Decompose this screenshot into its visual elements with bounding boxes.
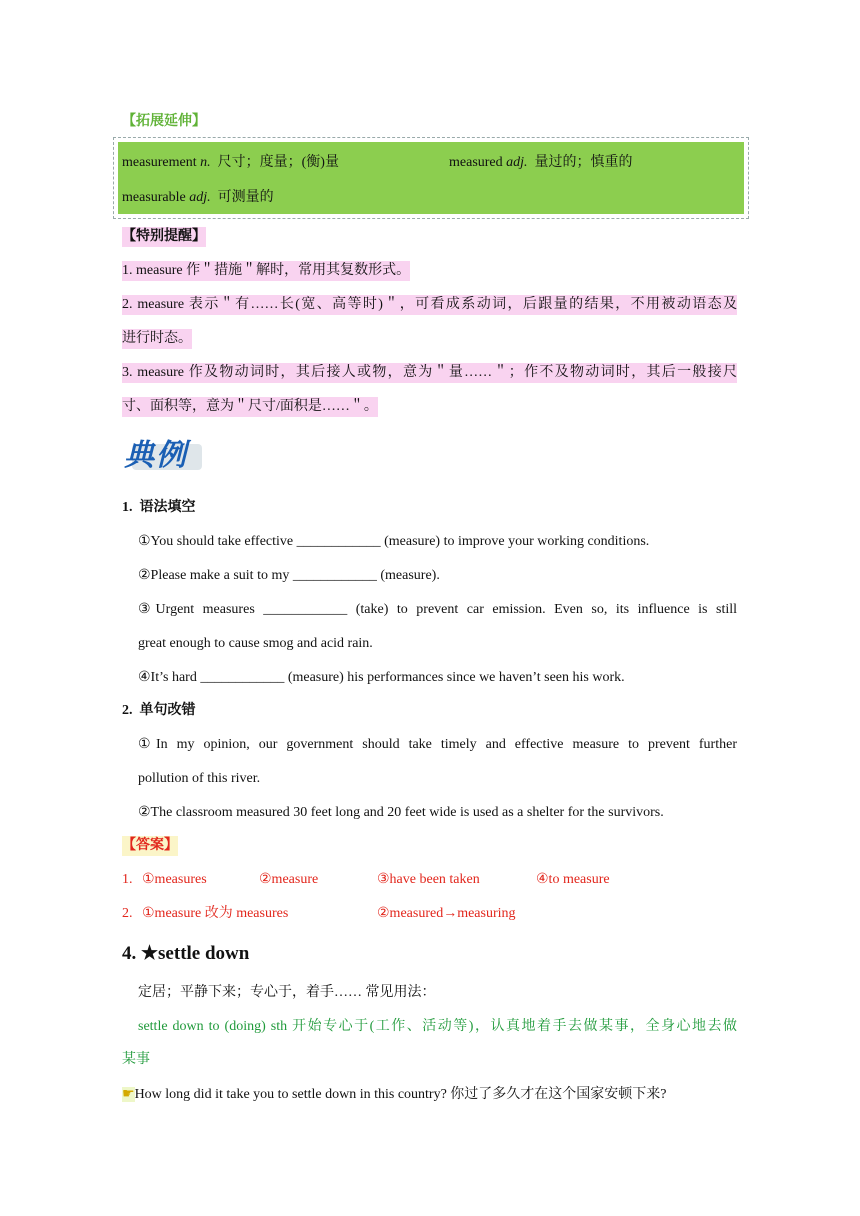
exercise2-q1-line2: pollution of this river. <box>138 771 261 786</box>
extension-item-measured: measured adj. 量过的；慎重的 <box>449 155 633 170</box>
extension-item-measurable: measurable adj. 可测量的 <box>122 190 274 205</box>
exercise1-q4: ④It’s hard ____________ (measure) his performances since we haven’t seen his work. <box>138 670 625 685</box>
reminder-item-3-line1: 3. measure 作及物动词时，其后接人或物，意为＂量……＂；作不及物动词时，其后一般接尺 <box>122 363 737 383</box>
reminder-item-2-line1: 2. measure 表示＂有……长(宽、高等时)＂，可看成系动词，后跟量的结果，不用被动语态及 <box>122 295 737 315</box>
exercise2-q1-line1: ①In my opinion, our government should take timely and effective measure to prevent further <box>138 737 737 752</box>
reminder-header: 【特别提醒】 <box>122 227 206 247</box>
exercise1-q3-line2: great enough to cause smog and acid rain. <box>138 636 373 651</box>
exercise1-q2: ②Please make a suit to my ____________ (measure). <box>138 568 440 583</box>
answers-header: 【答案】 <box>122 836 178 856</box>
pointing-hand-icon: ☛ <box>122 1087 135 1102</box>
example-logo: 典例 <box>122 430 208 480</box>
exercise2-title: 2. 单句改错 <box>122 703 196 718</box>
reminder-item-2-line2: 进行时态。 <box>122 329 192 349</box>
reminder-item-3-line2: 寸、面积等，意为＂尺寸/面积是……＂。 <box>122 397 378 417</box>
exercise2-q2: ②The classroom measured 30 feet long and 20 feet wide is used as a shelter for the survivors. <box>138 805 664 820</box>
exercise1-q1: ①You should take effective ____________ (measure) to improve your working conditions. <box>138 534 650 549</box>
exercise1-title: 1. 语法填空 <box>122 500 196 515</box>
extension-item-measurement: measurement n. 尺寸；度量；(衡)量 <box>122 155 339 170</box>
extension-box <box>113 137 749 219</box>
section4-usage-line1: settle down to (doing) sth 开始专心于(工作、活动等)，认真地着手去做某事，全身心地去做 <box>138 1019 737 1034</box>
reminder-item-1: 1. measure 作＂措施＂解时，常用其复数形式。 <box>122 261 410 281</box>
extension-header: 【拓展延伸】 <box>122 114 206 129</box>
section4-heading: 4. ★settle down <box>122 943 250 964</box>
section4-meaning: 定居；平静下来；专心于，着手…… 常见用法： <box>138 985 436 1000</box>
section4-example: ☛How long did it take you to settle down in this country? 你过了多久才在这个国家安顿下来? <box>122 1087 667 1102</box>
exercise1-q3-line1: ③Urgent measures ____________ (take) to prevent car emission. Even so, its influence is still <box>138 602 737 617</box>
section4-usage-line2: 某事 <box>122 1052 150 1067</box>
